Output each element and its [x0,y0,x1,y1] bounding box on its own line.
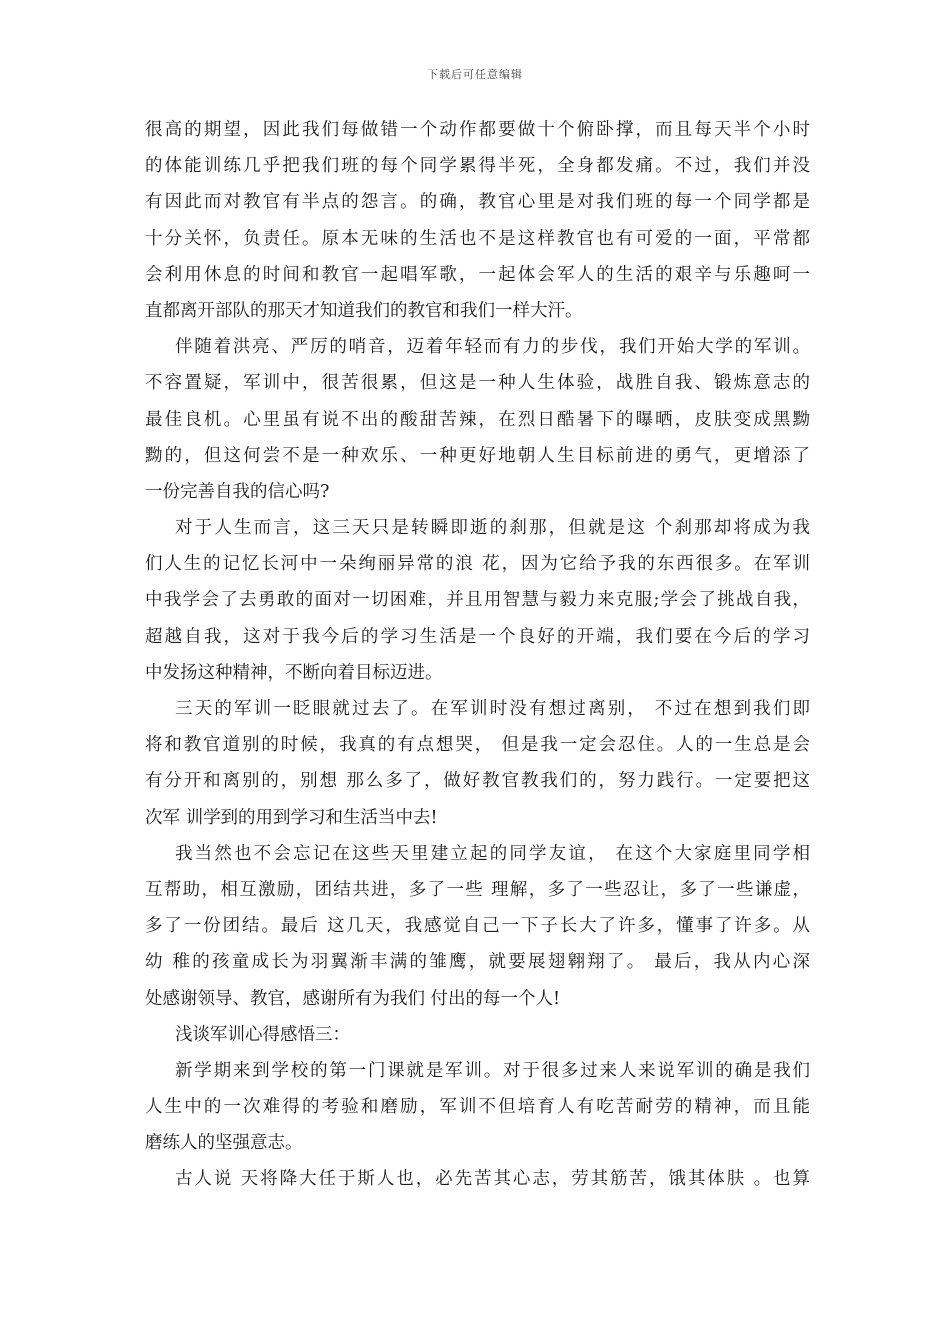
text-line: 超越自我，这对于我今后的学习生活是一个良好的开端，我们要在今后的学习 [145,626,810,647]
text-line: 我当然也不会忘记在这些天里建立起的同学友谊， 在这个大家庭里同学相 [175,843,810,864]
text-line: 直都离开部队的那天才知道我们的教官和我们一样大汗。 [145,300,583,321]
text-line: 有分开和离别的，别想 那么多了，做好教官教我们的，努力践行。一定要把这 [145,771,810,792]
text-line: 将和教官道别的时候，我真的有点想哭， 但是我一定会忍住。人的一生总是会 [145,735,810,756]
text-line: 最佳良机。心里虽有说不出的酸甜苦辣，在烈日酷暑下的曝晒，皮肤变成黑黝 [145,409,810,430]
text-line: 次军 训学到的用到学习和生活当中去! [145,807,438,828]
text-line: 黝的，但这何尝不是一种欢乐、一种更好地朝人生目标前进的勇气，更增添了 [145,445,810,466]
text-line: 浅谈军训心得感悟三： [175,1024,350,1045]
text-line: 们人生的记忆长河中一朵绚丽异常的浪 花，因为它给予我的东西很多。在军训 [145,554,810,575]
text-line: 会利用休息的时间和教官一起唱军歌，一起体会军人的生活的艰辛与乐趣呵一 [145,264,810,285]
text-line: 十分关怀，负责任。原本无味的生活也不是这样教官也有可爱的一面，平常都 [145,228,810,249]
text-line: 不容置疑，军训中，很苦很累，但这是一种人生体验，战胜自我、锻炼意志的 [145,373,810,394]
text-line: 一份完善自我的信心吗? [145,481,330,502]
text-line: 很高的期望，因此我们每做错一个动作都要做十个俯卧撑，而且每天半个小时 [145,120,810,140]
text-line: 的体能训练几乎把我们班的每个同学累得半死，全身都发痛。不过，我们并没 [145,156,810,177]
text-line: 幼 稚的孩童成长为羽翼渐丰满的雏鹰，就要展翅翱翔了。 最后，我从内心深 [145,952,810,973]
text-line: 多了一份团结。最后 这几天，我感觉自己一下子长大了许多，懂事了许多。从 [145,916,810,937]
text-line: 有因此而对教官有半点的怨言。的确，教官心里是对我们班的每一个同学都是 [145,192,810,213]
text-line: 磨练人的坚强意志。 [145,1133,303,1154]
text-line: 伴随着洪亮、严厉的哨音，迈着年轻而有力的步伐，我们开始大学的军训。 [175,337,810,358]
text-line: 中发扬这种精神，不断向着目标迈进。 [145,662,443,683]
page-header: 下载后可任意编辑 [427,68,523,81]
text-line: 互帮助，相互激励，团结共进，多了一些 理解，多了一些忍让，多了一些谦虚， [145,879,810,900]
text-line: 新学期来到学校的第一门课就是军训。对于很多过来人来说军训的确是我们 [175,1060,810,1081]
text-line: 对于人生而言，这三天只是转瞬即逝的刹那，但就是这 个刹那却将成为我 [175,518,810,539]
document-body [145,112,810,1198]
text-line: 人生中的一次难得的考验和磨励，军训不但培育人有吃苦耐劳的精神，而且能 [145,1097,810,1118]
text-line: 三天的军训一眨眼就过去了。在军训时没有想过离别， 不过在想到我们即 [175,699,810,719]
text-line: 处感谢领导、教官，感谢所有为我们 付出的每一个人! [145,988,561,1009]
text-line: 古人说 天将降大任于斯人也，必先苦其心志，劳其筋苦，饿其体肤 。也算 [175,1169,810,1190]
text-line: 中我学会了去勇敢的面对一切困难，并且用智慧与毅力来克服;学会了挑战自我， [145,590,810,611]
